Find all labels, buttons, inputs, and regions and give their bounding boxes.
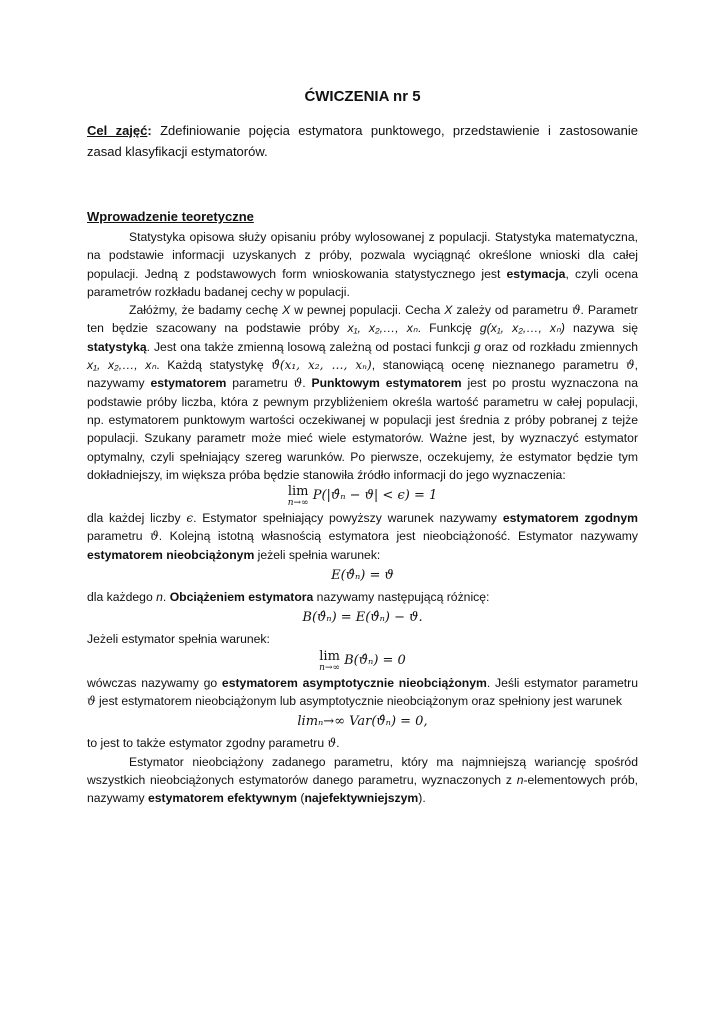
- symbol-x: X: [282, 303, 291, 318]
- paragraph-3: [87, 509, 638, 564]
- text-run: , czyli ocena parametrów rozkładu badanej cechy w populacji.: [87, 266, 638, 299]
- text-run: . Jest ona także zmienną losową zależną od postaci funkcji: [146, 339, 474, 354]
- text-run: .: [336, 736, 340, 751]
- section-body: [87, 228, 638, 807]
- symbol-epsilon: ϵ: [186, 511, 194, 526]
- symbol-theta: ϑ: [626, 358, 635, 373]
- symbol-theta: ϑ: [571, 303, 581, 318]
- paragraph-6: [87, 674, 638, 711]
- equation-bias: B(ϑ̂ₙ) = E(ϑ̂ₙ) − ϑ.: [302, 610, 423, 626]
- paragraph-2: [87, 301, 638, 484]
- term-obciazenie: Obciążeniem estymatora: [169, 590, 314, 605]
- lim-text: lim: [319, 648, 340, 664]
- text-run: wówczas nazywamy go: [87, 675, 222, 690]
- symbol-g: g: [473, 339, 481, 354]
- equation-variance: limₙ→∞ Var(ϑ̂ₙ) = 0,: [297, 714, 428, 730]
- symbol-theta: ϑ: [150, 529, 159, 544]
- text-run: oraz od rozkładu zmiennych: [480, 339, 638, 354]
- text-run: jeżeli spełnia warunek:: [254, 547, 381, 562]
- term-zgodny: estymatorem zgodnym: [502, 511, 638, 526]
- paragraph-5: Jeżeli estymator spełnia warunek:: [87, 632, 270, 647]
- text-run: to jest to także estymator zgodny parametru: [87, 736, 328, 751]
- term-najefektywniejszy: najefektywniejszym: [304, 791, 419, 806]
- text-run: ).: [418, 791, 426, 806]
- goal-colon: :: [147, 123, 152, 138]
- equation-body: P(|ϑ̂ₙ − ϑ| < ϵ) = 1: [308, 488, 438, 504]
- text-run: parametru: [87, 529, 151, 544]
- equation-consistency: [87, 485, 638, 508]
- text-run: . Funkcję: [417, 321, 480, 336]
- lim-text: lim: [287, 484, 309, 500]
- equation-asymptotic: [87, 650, 638, 673]
- symbol-theta: ϑ: [87, 693, 96, 708]
- symbol-theta: ϑ: [293, 376, 303, 391]
- text-run: nazywa się: [564, 321, 638, 336]
- lim-subscript: n→∞: [287, 498, 309, 509]
- text-run: , stanowiącą ocenę nieznanego parametru: [371, 358, 627, 373]
- text-run: jest estymatorem nieobciążonym lub asymptotycznie nieobciążonym oraz spełniony jest warunek: [95, 693, 622, 708]
- text-run: . Każdą statystykę: [156, 358, 272, 373]
- term-statystyka: statystyką: [87, 339, 147, 354]
- text-run: w pewnej populacji. Cecha: [290, 303, 445, 318]
- text-run: Statystyka opisowa służy opisaniu próby wylosowanej z populacji. Statystyka matematyczna, na podstawie informacji uzyskanych z próby, pozwala wyciągnąć określone wnioski dla całej populacji. Jedną z podstawowych form wnioskowania statystycznego jest: [87, 230, 638, 281]
- term-nieobciazony: estymatorem nieobciążonym: [87, 547, 255, 562]
- symbol-n: n: [516, 772, 524, 787]
- symbol-theta: ϑ: [327, 736, 337, 751]
- text-run: nazywamy następującą różnicę:: [313, 590, 490, 605]
- symbol-x: X: [444, 303, 453, 318]
- text-run: Załóżmy, że badamy cechę: [129, 303, 283, 318]
- text-run: parametru: [226, 376, 294, 391]
- symbol-sample: x₁, x₂,…, xₙ: [87, 358, 157, 373]
- symbol-sample: x₁, x₂,…, xₙ: [347, 321, 418, 336]
- term-estymacja: estymacja: [506, 266, 566, 281]
- page-title: ĆWICZENIA nr 5: [304, 88, 421, 105]
- text-run: Estymator nieobciążony zadanego parametru, który ma najmniejszą wariancję spośród wszystkich nieobciążonych estymatorów danego parametru, wyznaczonych z: [87, 754, 638, 787]
- text-run: (: [297, 791, 305, 806]
- term-estymator: estymatorem: [150, 376, 227, 391]
- term-asymptotycznie: estymatorem asymptotycznie nieobciążonym: [221, 675, 487, 690]
- term-punktowy-estymator: Punktowym estymatorem: [311, 376, 462, 391]
- section-heading: Wprowadzenie teoretyczne: [87, 209, 254, 224]
- text-run: dla każdej liczby: [87, 511, 187, 526]
- text-run: .: [162, 590, 170, 605]
- limit-operator: [319, 650, 340, 673]
- limit-operator: [288, 485, 309, 508]
- text-run: . Kolejną istotną własnością estymatora jest nieobciążoność. Estymator nazywamy: [158, 529, 638, 544]
- equation-body: B(ϑ̂ₙ) = 0: [340, 652, 406, 668]
- text-run: . Parametr ten będzie szacowany na podstawie próby: [87, 303, 638, 336]
- symbol-gargs: (x₁, x₂,…, xₙ): [486, 321, 565, 336]
- symbol-theta-hat: ϑ̂(x₁, x₂, …, xₙ): [271, 358, 372, 373]
- text-run: .: [302, 376, 312, 391]
- symbol-g: g: [479, 321, 487, 336]
- equation-unbiased: E(ϑ̂ₙ) = ϑ: [331, 568, 394, 584]
- text-run: dla każdego: [87, 590, 157, 605]
- paragraph-1: [87, 228, 638, 301]
- paragraph-4: [87, 588, 638, 606]
- lim-subscript: n→∞: [319, 662, 340, 673]
- goal-label: Cel zajęć: [87, 123, 148, 138]
- text-run: . Jeśli estymator parametru: [486, 675, 638, 690]
- text-run: , nazywamy: [87, 358, 638, 391]
- text-run: -elementowych prób, nazywamy: [87, 772, 638, 806]
- text-run: jest po prostu wyznaczona na podstawie próby liczba, która z pewnym przybliżeniem określa wartość parametru w całej populacji, np. estymatorem punktowym wartości oczekiwanej w populacji jest średnia z próby pobranej z tejże populacji. Szukany parametr może mieć wiele estymatorów. Ważne jest, by wyznaczyć estymator optymalny, czyli spełniający szereg warunków. Po pierwsze, oczekujemy, że estymator będzie tym dokładniejszy, im większa próba będzie stanowiła źródło informacji do jego wyznaczenia:: [87, 376, 638, 482]
- paragraph-8: [87, 753, 638, 808]
- text-run: . Estymator spełniający powyższy warunek nazywamy: [193, 511, 503, 526]
- goal-paragraph: [87, 120, 638, 162]
- term-efektywny: estymatorem efektywnym: [147, 791, 297, 806]
- symbol-n: n: [156, 590, 163, 605]
- paragraph-7: [87, 734, 638, 752]
- text-run: zależy od parametru: [452, 303, 572, 318]
- goal-text: Zdefiniowanie pojęcia estymatora punktowego, przedstawienie i zastosowanie zasad klasyfikacji estymatorów.: [87, 123, 638, 159]
